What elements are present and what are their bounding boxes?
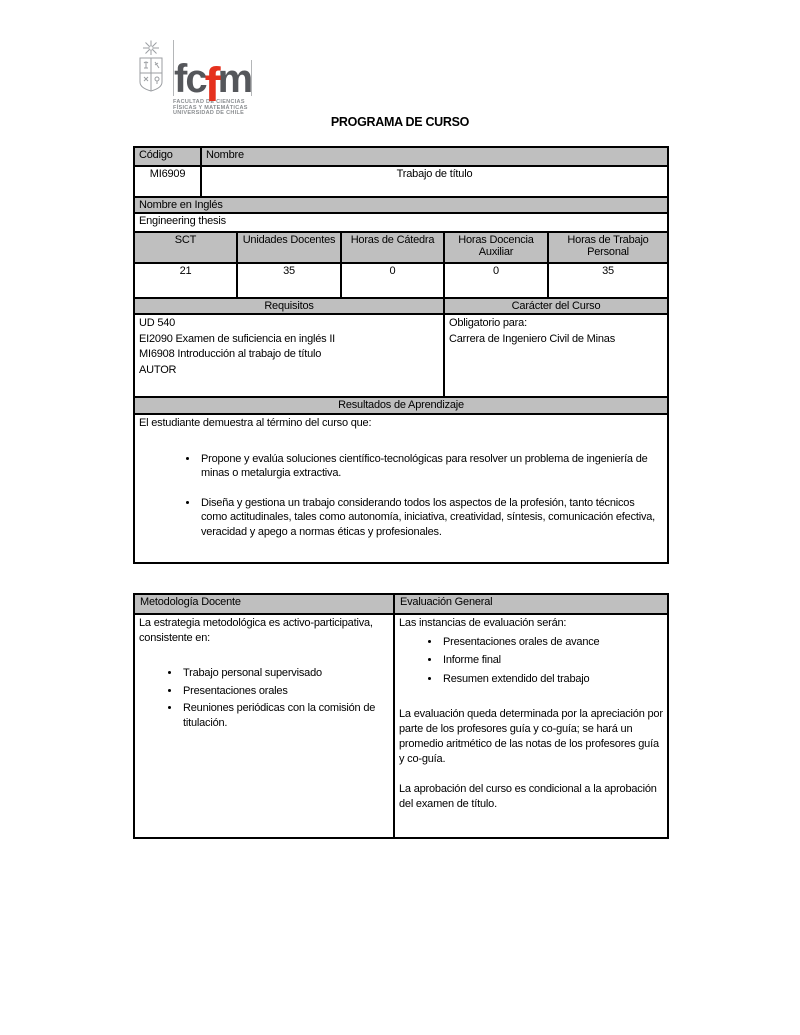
resultados-bullet: • Diseña y gestiona un trabajo considerando todos los aspectos de la profesión, tanto técnicos como actitudinales, tales como autonomía, iniciativa, creatividad, síntesis, comunicación efectiva, veracidad y apego a normas éticas y profesionales. xyxy=(199,496,663,540)
evaluacion-bullet: • Resumen extendido del trabajo xyxy=(441,672,663,687)
resultados-intro: El estudiante demuestra al término del curso que: xyxy=(139,417,372,429)
nombre-value: Trabajo de título xyxy=(201,166,668,197)
requisito-line: UD 540 xyxy=(139,317,176,329)
codigo-header: Código xyxy=(134,147,201,166)
wordmark-red-f: f xyxy=(204,59,219,112)
caracter-line: Obligatorio para: xyxy=(449,317,527,329)
evaluacion-paragraph-1: La evaluación queda determinada por la apreciación por parte de los profesores guía y co-guía; se hará un promedio aritmético de las notas de los profesores guía y co-guía. xyxy=(399,708,663,765)
metodologia-bullet: • Reuniones periódicas con la comisión de titulación. xyxy=(181,701,389,730)
metodologia-bullet: • Trabajo personal supervisado xyxy=(181,666,389,681)
evaluacion-intro: Las instancias de evaluación serán: xyxy=(399,617,567,629)
metodologia-bullet: • Presentaciones orales xyxy=(181,684,389,699)
faculty-line-1: FACULTAD DE CIENCIAS xyxy=(173,99,245,105)
codigo-value: MI6909 xyxy=(134,166,201,197)
evaluacion-bullet: • Informe final xyxy=(441,653,663,668)
requisitos-cell xyxy=(134,314,444,397)
wordmark-fc: fc xyxy=(174,57,206,101)
metodologia-docente-cell xyxy=(134,614,394,838)
requisito-line: AUTOR xyxy=(139,363,177,376)
logo-text-block xyxy=(173,40,252,117)
horas-trabajo-personal-header: Horas de Trabajo Personal xyxy=(548,232,668,263)
requisitos-header: Requisitos xyxy=(134,298,444,314)
horas-catedra-header: Horas de Cátedra xyxy=(341,232,444,263)
sct-header: SCT xyxy=(134,232,237,263)
sct-value: 21 xyxy=(134,263,237,298)
unidades-docentes-header: Unidades Docentes xyxy=(237,232,341,263)
caracter-curso-cell xyxy=(444,314,668,397)
caracter-curso-header: Carácter del Curso xyxy=(444,298,668,314)
evaluacion-bullet-list xyxy=(399,635,663,687)
evaluacion-bullet: • Presentaciones orales de avance xyxy=(441,635,663,650)
metodologia-bullet-list xyxy=(139,666,389,730)
metodologia-docente-header: Metodología Docente xyxy=(134,594,394,614)
nombre-ingles-header: Nombre en Inglés xyxy=(134,197,668,213)
requisito-line: MI6908 Introducción al trabajo de título xyxy=(139,348,322,360)
resultados-aprendizaje-header: Resultados de Aprendizaje xyxy=(134,397,668,414)
horas-docencia-auxiliar-value: 0 xyxy=(444,263,548,298)
evaluacion-general-cell xyxy=(394,614,668,838)
course-info-table xyxy=(133,146,669,564)
horas-trabajo-personal-value: 35 xyxy=(548,263,668,298)
unidades-docentes-value: 35 xyxy=(237,263,341,298)
wordmark-m: m xyxy=(217,57,252,101)
metodologia-intro: La estrategia metodológica es activo-participativa, consistente en: xyxy=(139,617,373,644)
wordmark-right-rule xyxy=(251,60,252,96)
nombre-header: Nombre xyxy=(201,147,668,166)
university-crest-icon xyxy=(136,40,166,96)
horas-docencia-auxiliar-header: Horas Docencia Auxiliar xyxy=(444,232,548,263)
page-title: PROGRAMA DE CURSO xyxy=(330,115,470,129)
evaluacion-general-header: Evaluación General xyxy=(394,594,668,614)
evaluacion-paragraph-2: La aprobación del curso es condicional a la aprobación del examen de título. xyxy=(399,783,657,810)
resultados-bullet-list xyxy=(139,452,663,540)
resultados-bullet: • Propone y evalúa soluciones científico-tecnológicas para resolver un problema de ingeniería de minas o metalurgia extractiva. xyxy=(199,452,663,481)
nombre-ingles-value: Engineering thesis xyxy=(134,213,668,232)
methodology-evaluation-table xyxy=(133,593,669,839)
faculty-line-3: UNIVERSIDAD DE CHILE xyxy=(173,110,245,116)
fcfm-logo xyxy=(136,40,252,117)
resultados-aprendizaje-cell xyxy=(134,414,668,563)
requisito-line: EI2090 Examen de suficiencia en inglés II xyxy=(139,332,336,345)
caracter-line: Carrera de Ingeniero Civil de Minas xyxy=(449,332,616,345)
horas-catedra-value: 0 xyxy=(341,263,444,298)
faculty-line-2: FÍSICAS Y MATEMÁTICAS xyxy=(173,104,248,111)
